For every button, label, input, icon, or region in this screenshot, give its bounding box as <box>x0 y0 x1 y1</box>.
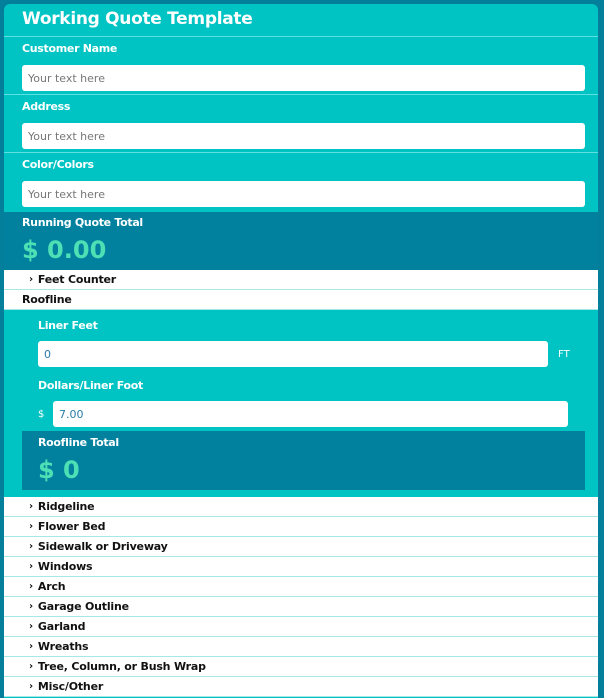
chevron-right-icon: › <box>29 601 33 612</box>
chevron-right-icon: › <box>29 581 33 592</box>
quote-form <box>4 4 598 698</box>
roofline-total-value: $ 0 <box>38 456 80 484</box>
address-input[interactable]: Your text here <box>22 123 585 149</box>
address-field <box>4 95 598 153</box>
roofline-heading[interactable]: Roofline <box>4 290 598 310</box>
feet-counter-toggle[interactable] <box>4 270 598 290</box>
dollars-per-foot-label: Dollars/Liner Foot <box>38 379 144 392</box>
section-label: Garland <box>37 620 86 633</box>
section-label: Wreaths <box>37 640 89 653</box>
section-toggle[interactable] <box>4 597 598 617</box>
address-label: Address <box>22 100 71 113</box>
form-title: Working Quote Template <box>4 4 598 37</box>
section-label: Arch <box>37 580 66 593</box>
customer-name-label: Customer Name <box>22 42 118 55</box>
section-label: Misc/Other <box>37 680 104 693</box>
section-toggle[interactable] <box>4 637 598 657</box>
section-toggle[interactable] <box>4 497 598 517</box>
liner-feet-label: Liner Feet <box>38 319 98 332</box>
section-list <box>4 497 598 697</box>
section-toggle[interactable] <box>4 557 598 577</box>
section-label: Sidewalk or Driveway <box>37 540 168 553</box>
section-label: Flower Bed <box>37 520 106 533</box>
section-label: Windows <box>37 560 93 573</box>
section-toggle[interactable] <box>4 677 598 697</box>
colors-field <box>4 153 598 212</box>
section-label: Tree, Column, or Bush Wrap <box>37 660 206 673</box>
chevron-right-icon: › <box>29 681 33 692</box>
running-total-value: $ 0.00 <box>22 236 107 264</box>
chevron-right-icon: › <box>29 561 33 572</box>
feet-unit: FT <box>558 348 570 360</box>
dollars-per-foot-input[interactable]: 7.00 <box>53 401 568 427</box>
chevron-right-icon: › <box>29 521 33 532</box>
colors-input[interactable]: Your text here <box>22 181 585 207</box>
section-toggle[interactable] <box>4 577 598 597</box>
section-toggle[interactable] <box>4 517 598 537</box>
customer-name-input[interactable]: Your text here <box>22 65 585 91</box>
chevron-right-icon: › <box>29 621 33 632</box>
chevron-right-icon: › <box>29 501 33 512</box>
chevron-right-icon: › <box>29 541 33 552</box>
chevron-right-icon: › <box>29 274 33 285</box>
feet-counter-label: Feet Counter <box>37 273 117 286</box>
section-toggle[interactable] <box>4 617 598 637</box>
customer-name-field <box>4 37 598 95</box>
roofline-section <box>4 310 598 497</box>
roofline-total-label: Roofline Total <box>38 436 119 449</box>
section-label: Ridgeline <box>37 500 95 513</box>
liner-feet-input[interactable]: 0 <box>38 341 548 367</box>
chevron-right-icon: › <box>29 641 33 652</box>
section-toggle[interactable] <box>4 537 598 557</box>
section-label: Garage Outline <box>37 600 129 613</box>
chevron-right-icon: › <box>29 661 33 672</box>
colors-label: Color/Colors <box>22 158 94 171</box>
section-toggle[interactable] <box>4 657 598 677</box>
running-total-panel <box>4 212 598 270</box>
roofline-total-panel <box>22 431 585 490</box>
running-total-label: Running Quote Total <box>22 216 143 229</box>
dollar-prefix: $ <box>38 408 45 420</box>
